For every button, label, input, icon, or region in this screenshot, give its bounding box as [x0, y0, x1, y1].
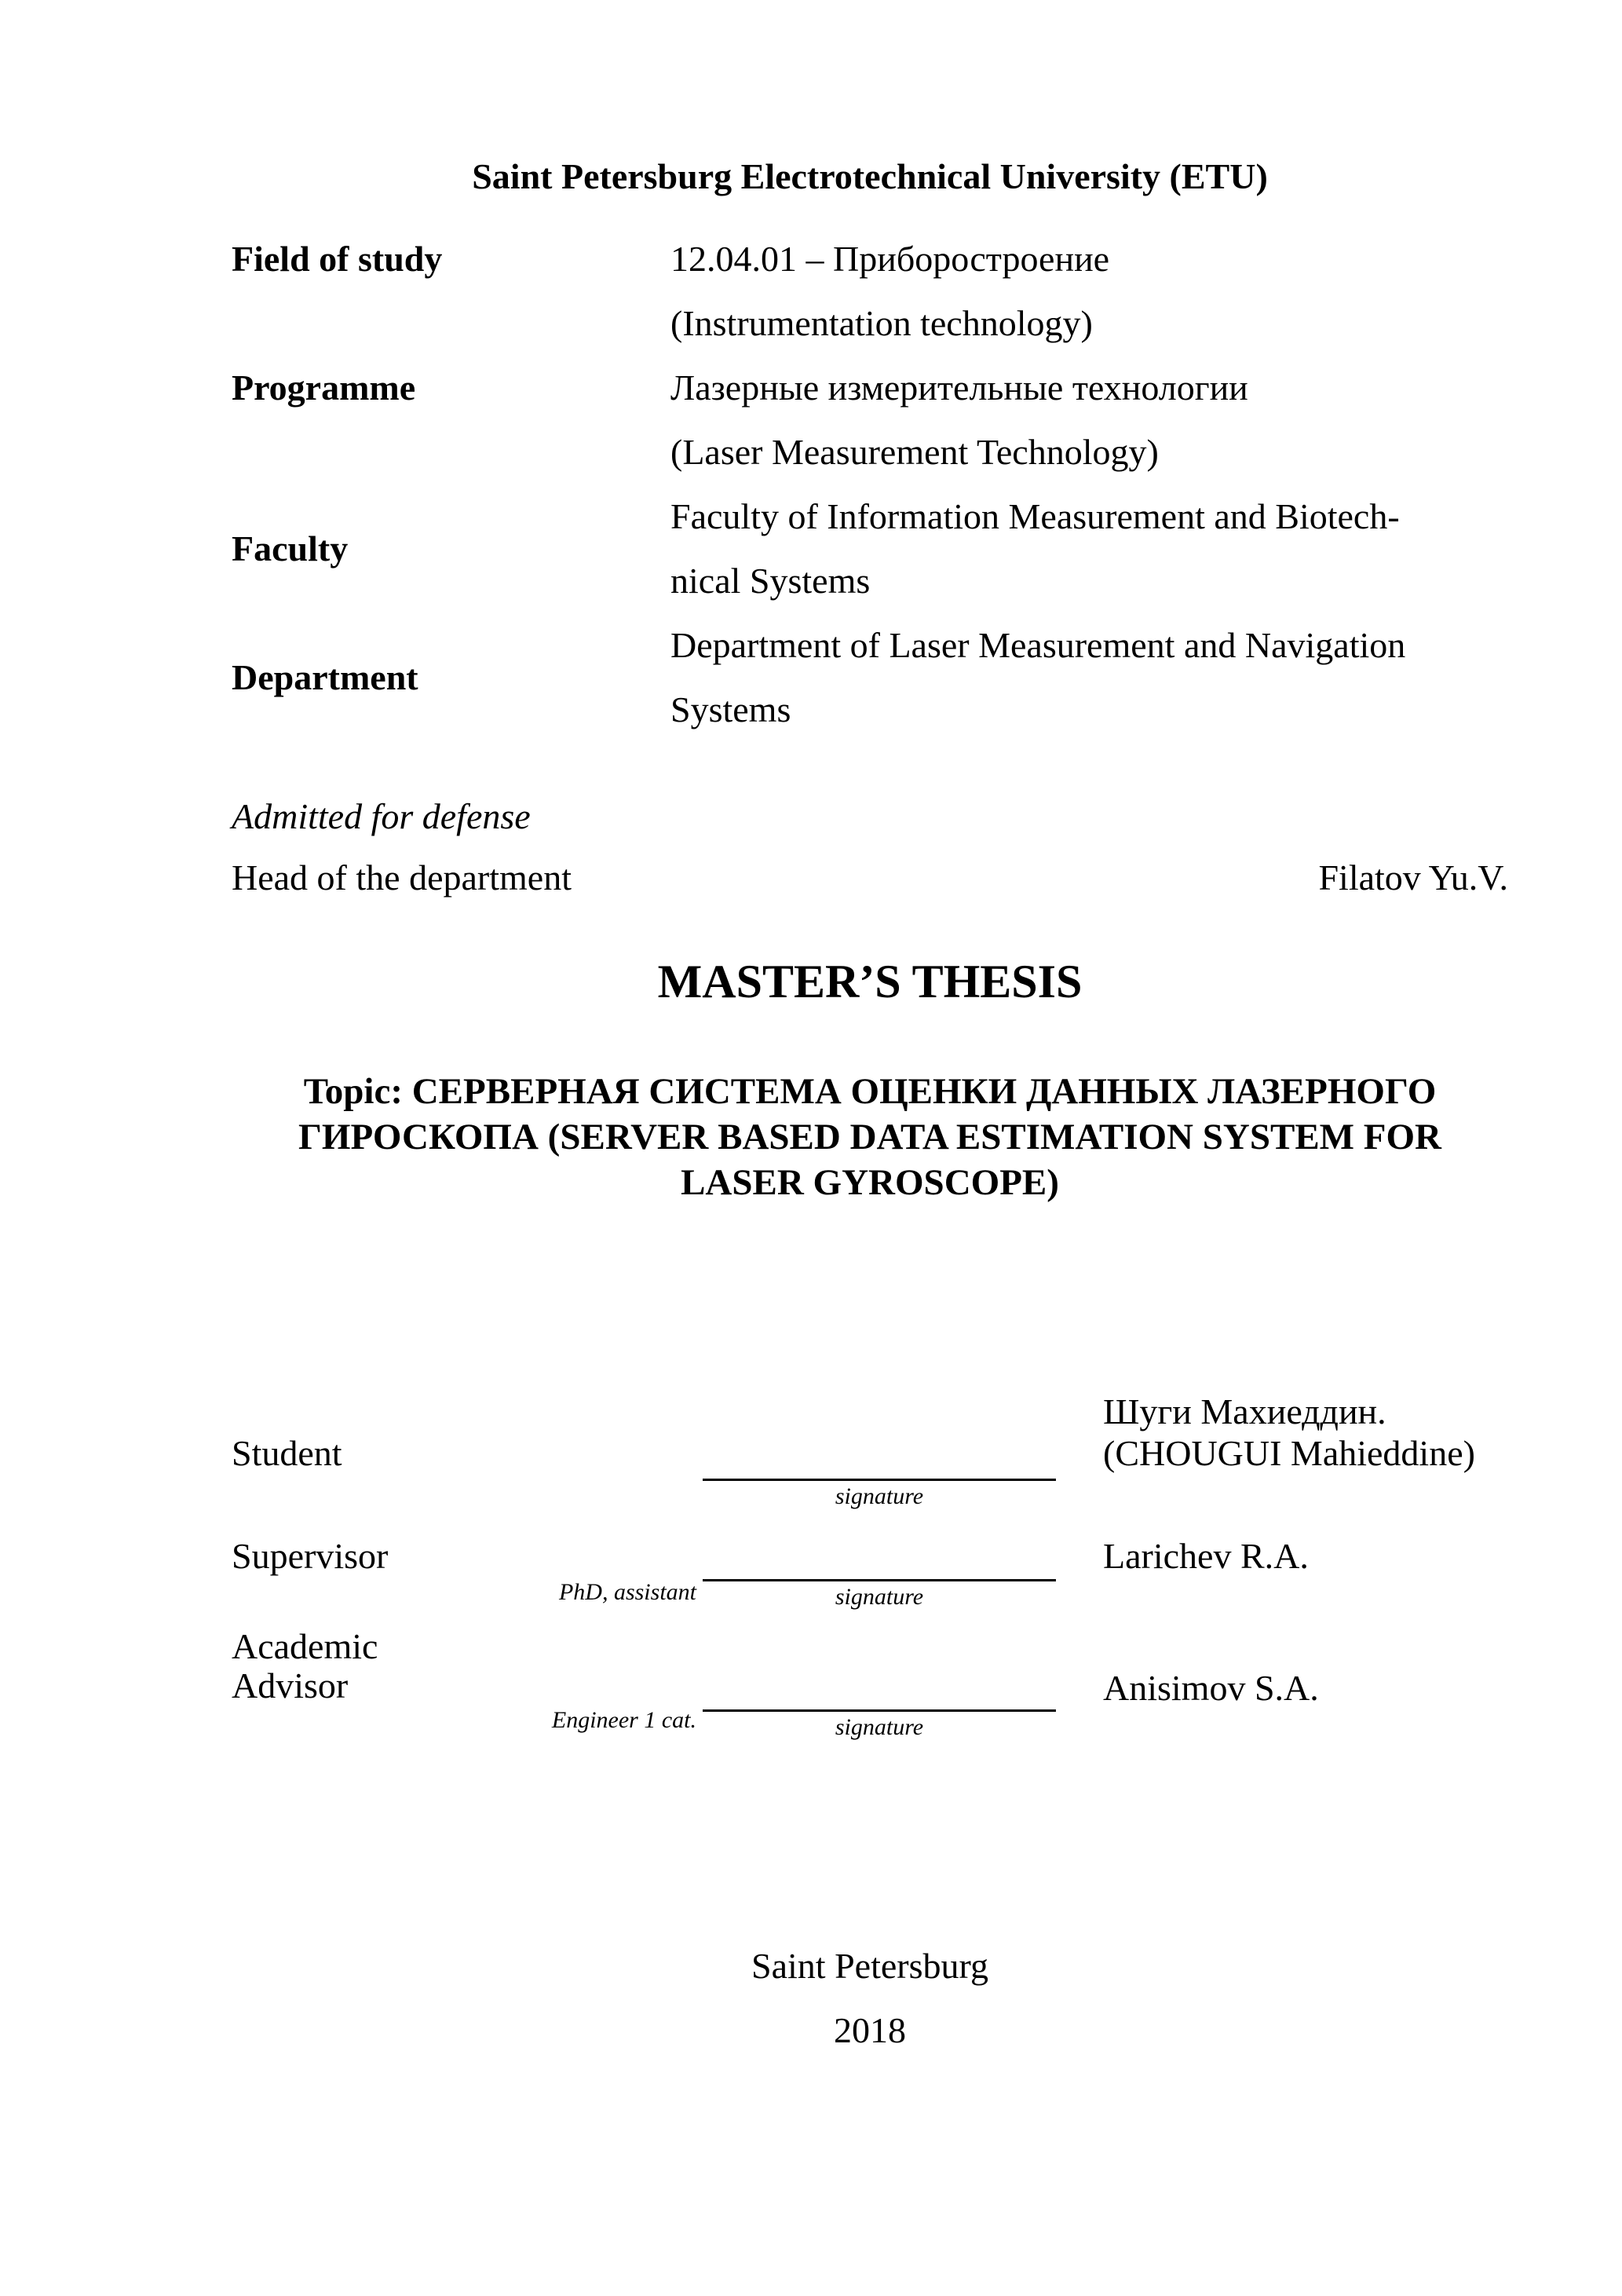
head-of-department-row [232, 857, 1508, 898]
supervisor-name: Larichev R.A. [1103, 1536, 1309, 1576]
field-value-line: nical Systems [670, 561, 871, 601]
field-row-faculty [232, 484, 1508, 613]
student-role-label: Student [232, 1433, 342, 1473]
footer [232, 1934, 1508, 2063]
university-title: Saint Petersburg Electrotechnical University (ETU) [472, 156, 1268, 196]
field-value-line: (Laser Measurement Technology) [670, 432, 1159, 472]
field-value [670, 613, 1508, 742]
student-name-latin: (CHOUGUI Mahieddine) [1103, 1433, 1475, 1473]
admitted-for-defense-note: Admitted for defense [232, 796, 531, 836]
field-label: Department [232, 657, 418, 697]
field-value [670, 227, 1508, 356]
thesis-topic-line: Topic: СЕРВЕРНАЯ СИСТЕМА ОЦЕНКИ ДАННЫХ ЛАЗЕРНОГО [303, 1071, 1437, 1112]
supervisor-signature-caption: signature [835, 1584, 924, 1610]
student-signature-caption: signature [835, 1483, 924, 1509]
page-content [232, 0, 1508, 2296]
footer-year: 2018 [834, 2010, 906, 2050]
header-fields-table [232, 227, 1508, 742]
field-row-field-of-study [232, 227, 1508, 356]
head-of-department-label: Head of the department [232, 857, 572, 898]
field-value [670, 356, 1508, 484]
field-value-line: Faculty of Information Measurement and Biotech- [670, 496, 1400, 536]
thesis-topic [232, 1069, 1508, 1205]
document-title: MASTER’S THESIS [657, 956, 1083, 1007]
supervisor-qualification: PhD, assistant [558, 1579, 696, 1605]
field-value-line: (Instrumentation technology) [670, 303, 1093, 343]
thesis-topic-line: ГИРОСКОПА (SERVER BASED DATA ESTIMATION SYSTEM FOR [298, 1117, 1441, 1157]
field-value-line: 12.04.01 – Приборостроение [670, 239, 1110, 279]
field-row-department [232, 613, 1508, 742]
field-label: Programme [232, 367, 416, 408]
footer-city: Saint Petersburg [751, 1946, 988, 1986]
student-name-native: Шуги Махиеддин. [1103, 1391, 1386, 1431]
supervisor-signature-line [703, 1579, 1056, 1581]
advisor-qualification: Engineer 1 cat. [551, 1707, 696, 1733]
field-label: Field of study [232, 239, 443, 279]
field-value [670, 484, 1508, 613]
advisor-role-label-line1: Academic [232, 1626, 378, 1666]
student-signature-line [703, 1479, 1056, 1481]
advisor-name: Anisimov S.A. [1103, 1668, 1319, 1708]
supervisor-role-label: Supervisor [232, 1536, 389, 1576]
advisor-signature-caption: signature [835, 1714, 924, 1740]
field-value-line: Лазерные измерительные технологии [670, 367, 1248, 408]
field-row-programme [232, 356, 1508, 484]
advisor-signature-line [703, 1709, 1056, 1712]
field-value-line: Department of Laser Measurement and Navigation [670, 625, 1406, 665]
field-label: Faculty [232, 528, 349, 569]
field-value-line: Systems [670, 689, 791, 729]
advisor-role-label-line2: Advisor [232, 1665, 349, 1706]
head-of-department-name: Filatov Yu.V. [1318, 857, 1508, 898]
thesis-topic-line: LASER GYROSCOPE) [681, 1162, 1059, 1203]
